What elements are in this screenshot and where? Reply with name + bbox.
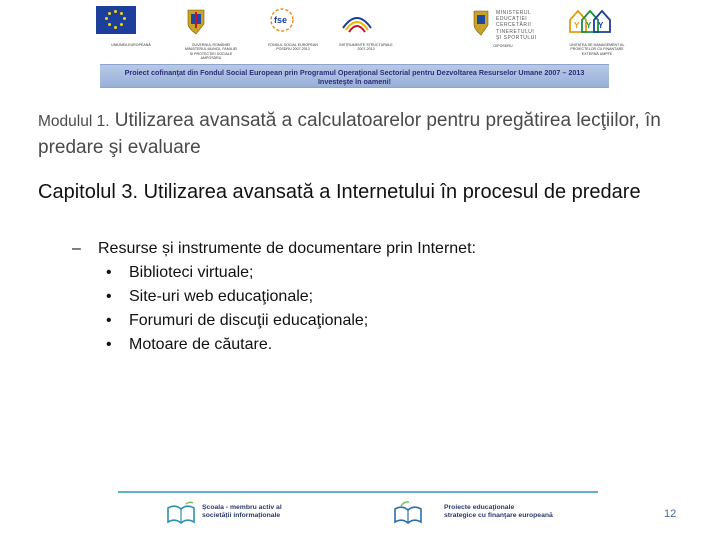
list-item-text: Forumuri de discuţii educaţionale; — [129, 312, 369, 329]
open-book-icon — [166, 500, 196, 526]
list-item-text: Motoare de căutare. — [129, 336, 273, 353]
government-logo-caption: GUVERNUL ROMÂNIEI MINISTERUL MUNCII, FAMILIEI ȘI PROTECȚIEI SOCIALE AMPOSDRU — [184, 43, 238, 61]
structural-instruments-icon — [337, 6, 377, 36]
dash-item-text: Resurse și instrumente de documentare prin Internet: — [98, 240, 476, 257]
content-list — [70, 240, 690, 360]
eu-logo-caption: UNIUNEA EUROPEANĂ — [111, 43, 151, 47]
header-logos — [92, 6, 625, 62]
dash-list-item — [70, 240, 690, 264]
banner-line-1: Proiect cofinanţat din Fondul Social European prin Programul Operaţional Sectorial pentru Dezvoltarea Resurselor Umane 2007 – 2013 — [124, 68, 585, 77]
footer-divider — [118, 491, 598, 493]
svg-text:fse: fse — [274, 15, 288, 25]
footer-logo-school — [166, 498, 306, 528]
fse-logo-caption: FONDUL SOCIAL EUROPEAN POSDRU 2007-2013 — [268, 43, 318, 52]
project-banner — [100, 64, 609, 88]
book-leaf-icon — [392, 500, 424, 526]
government-logo — [172, 6, 238, 61]
module-label: Modulul 1. — [38, 113, 110, 130]
umpfe-logo — [558, 6, 625, 56]
list-item-text: Biblioteci virtuale; — [129, 264, 254, 281]
list-item — [70, 336, 690, 360]
list-item — [70, 312, 690, 336]
chapter-title: Capitolul 3. Utilizarea avansată a Internetului în procesul de predare — [38, 181, 641, 203]
page-number: 12 — [664, 508, 677, 520]
dash-marker: – — [72, 240, 81, 257]
banner-line-2: Investeşte în oameni! — [317, 77, 392, 86]
structural-instruments-logo — [327, 6, 393, 52]
sub-list — [70, 264, 690, 360]
oiposdru-caption: OIPOSDRU — [493, 44, 513, 48]
eu-flag-icon — [96, 6, 136, 34]
bullet-icon: • — [106, 288, 112, 305]
umpfe-logo-caption: UNITATEA DE MANAGEMENT AL PROIECTELOR CU FINANȚARE EXTERNĂ UMPFE — [569, 43, 625, 56]
svg-text:Y: Y — [586, 21, 592, 30]
module-title-text: Utilizarea avansată a calculatoarelor pentru pregătirea lecţiilor, în predare şi evaluare — [38, 110, 661, 158]
bullet-icon: • — [106, 312, 112, 329]
footer-logo-school-text: Școala - membru activ al societății informaționale — [202, 504, 282, 519]
ministry-education-text: MINISTERUL EDUCAȚIEI CERCETĂRII TINERETULUI ȘI SPORTULUI — [496, 10, 537, 41]
list-item — [70, 264, 690, 288]
svg-text:Y: Y — [574, 21, 580, 30]
houses-icon — [568, 6, 612, 34]
eu-logo — [92, 6, 151, 47]
footer-logo-projects — [392, 498, 572, 528]
bullet-icon: • — [106, 336, 112, 353]
structural-instruments-caption: INSTRUMENTE STRUCTURALE 2007-2013 — [339, 43, 393, 52]
ministry-crest-icon — [472, 8, 490, 38]
list-item — [70, 288, 690, 312]
footer-logo-projects-text: Proiecte educaţionale strategice cu finanţare europeană — [444, 504, 553, 519]
ministry-education-logo — [472, 6, 544, 46]
bullet-icon: • — [106, 264, 112, 281]
svg-text:Y: Y — [598, 21, 604, 30]
coat-of-arms-icon — [186, 6, 206, 36]
fse-icon — [264, 6, 300, 34]
fse-logo — [254, 6, 318, 52]
list-item-text: Site-uri web educaţionale; — [129, 288, 314, 305]
module-title — [38, 108, 688, 161]
